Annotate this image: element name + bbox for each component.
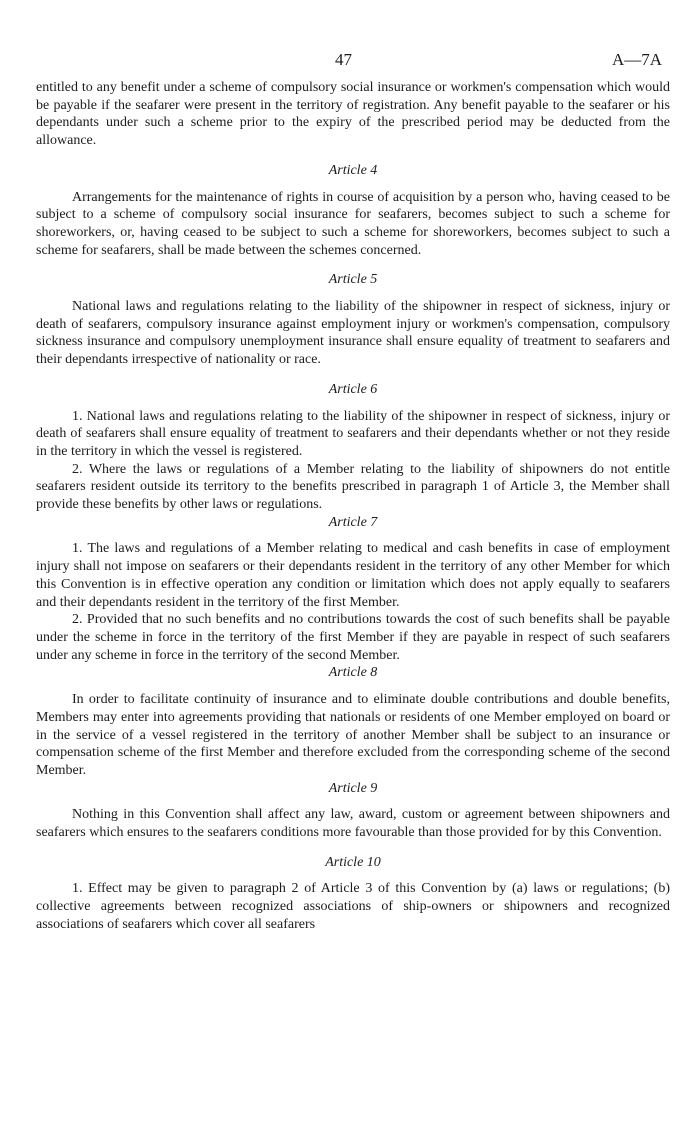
article-7-heading: Article 7 — [328, 514, 378, 530]
article-10-heading: Article 10 — [325, 854, 381, 870]
article-9-heading: Article 9 — [328, 780, 378, 796]
article-10-paragraph: 1. Effect may be given to paragraph 2 of Article 3 of this Convention by (a) laws or regulations; (b) collective agreements between recognized associations of ship-owners or shipowners and recognized associations of seafarers which cover all seafarers — [36, 881, 670, 932]
page-body — [36, 79, 670, 934]
article-7-paragraph-2: 2. Provided that no such benefits and no contributions towards the cost of such benefits shall be payable under the scheme in force in the territory of the first Member if they are payable in respect of such seafarers under any scheme in force in the territory of the second Member. — [36, 612, 670, 663]
article-4-heading: Article 4 — [328, 162, 378, 178]
article-4-paragraph: Arrangements for the maintenance of rights in course of acquisition by a person who, having ceased to be subject to a scheme of compulsory social insurance for seafarers, becomes subject to such a scheme for shoreworkers, or, having ceased to be subject to such a scheme for shoreworkers, becomes subject to such a scheme for seafarers, shall be made between the schemes concerned. — [36, 189, 670, 258]
article-7-paragraph-1: 1. The laws and regulations of a Member relating to medical and cash benefits in case of employment injury shall not impose on seafarers or their dependants resident in the territory of any other Member for which this Convention is in effective operation any condition or limitation which does not apply equally to seafarers and their dependants resident in the territory of the first Member. — [36, 541, 670, 610]
article-5-paragraph: National laws and regulations relating to the liability of the shipowner in respect of sickness, injury or death of seafarers, compulsory insurance against employment injury or workmen's compensation, compulsory sickness insurance and compulsory unemployment insurance shall ensure equality of treatment to seafarers and their dependants irrespective of nationality or race. — [36, 299, 670, 368]
article-9-paragraph: Nothing in this Convention shall affect any law, award, custom or agreement between shipowners and seafarers which ensures to the seafarers conditions more favourable than those provided for by this Convention. — [36, 807, 670, 841]
article-8-heading: Article 8 — [328, 665, 378, 681]
article-6-heading: Article 6 — [328, 381, 378, 397]
page-header — [0, 50, 700, 74]
article-8-paragraph: In order to facilitate continuity of insurance and to eliminate double contributions and double benefits, Members may enter into agreements providing that nationals or residents of one Member employed on board or in the service of a vessel registered in the territory of another Member shall be subject to an insurance or compensation scheme of the first Member and therefore excluded from the corresponding scheme of the second Member. — [36, 692, 670, 778]
page-reference: A—7A — [611, 50, 662, 69]
article-5-heading: Article 5 — [328, 272, 378, 288]
page-number: 47 — [335, 50, 352, 69]
article-6-paragraph-1: 1. National laws and regulations relating to the liability of the shipowner in respect of sickness, injury or death of seafarers shall ensure equality of treatment to seafarers and their dependants whether or not they reside in the territory in which the vessel is registered. — [36, 408, 670, 459]
article-6-paragraph-2: 2. Where the laws or regulations of a Member relating to the liability of shipowners do not entitle seafarers resident outside its territory to the benefits prescribed in paragraph 1 of Article 3, the Member shall provide these benefits by other laws or regulations. — [36, 461, 670, 513]
continuation-paragraph: entitled to any benefit under a scheme of compulsory social insurance or workmen's compensation which would be payable if the seafarer were present in the territory of registration. Any benefit payable to the seafarer or his dependants under such a scheme prior to the expiry of the prescribed period may be deducted from the allowance. — [36, 80, 670, 149]
